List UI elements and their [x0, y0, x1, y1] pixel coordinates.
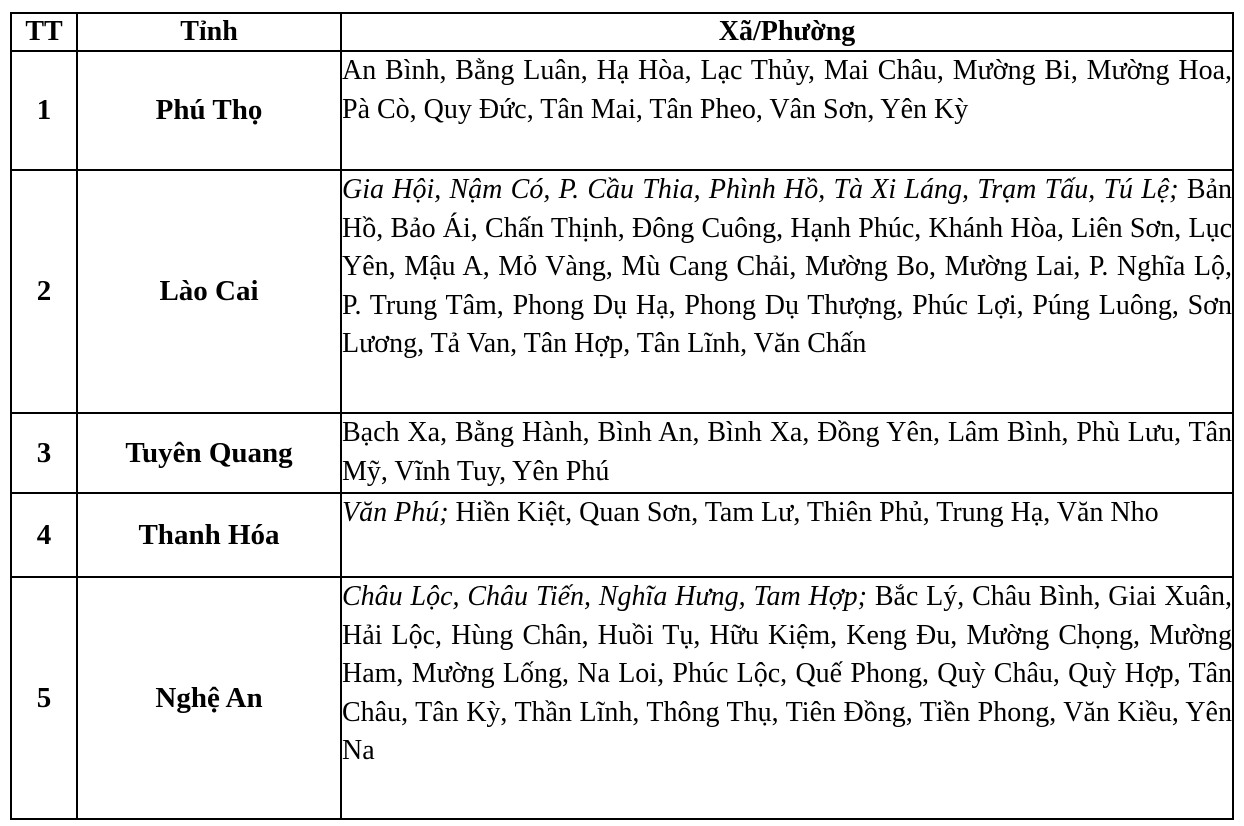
province-name: Thanh Hóa	[77, 493, 341, 577]
header-province: Tỉnh	[77, 13, 341, 51]
ward-list	[341, 493, 1233, 577]
ward-list-italic: Châu Lộc, Châu Tiến, Nghĩa Hưng, Tam Hợp;	[342, 581, 867, 612]
header-wards: Xã/Phường	[341, 13, 1233, 51]
table-header-row	[11, 13, 1233, 51]
province-ward-table	[10, 12, 1234, 820]
ward-list-normal: Bản Hồ, Bảo Ái, Chấn Thịnh, Đông Cuông, Hạnh Phúc, Khánh Hòa, Liên Sơn, Lục Yên, Mậu A, Mỏ Vàng, Mù Cang Chải, Mường Bo, Mường Lai, P. Nghĩa Lộ, P. Trung Tâm, Phong Dụ Hạ, Phong Dụ Thượng, Phúc Lợi, Púng Luông, Sơn Lương, Tả Van, Tân Hợp, Tân Lĩnh, Văn Chấn	[342, 174, 1232, 359]
province-name: Tuyên Quang	[77, 413, 341, 493]
ward-list-italic: Gia Hội, Nậm Có, P. Cầu Thia, Phình Hồ, Tà Xi Láng, Trạm Tấu, Tú Lệ;	[342, 174, 1179, 205]
table-row	[11, 493, 1233, 577]
province-name: Phú Thọ	[77, 51, 341, 170]
table-row	[11, 577, 1233, 819]
ward-list	[341, 413, 1233, 493]
ward-list-normal: Bạch Xa, Bằng Hành, Bình An, Bình Xa, Đồng Yên, Lâm Bình, Phù Lưu, Tân Mỹ, Vĩnh Tuy, Yên Phú	[342, 417, 1232, 487]
row-number: 3	[11, 413, 77, 493]
ward-list	[341, 51, 1233, 170]
ward-list-normal: Hiền Kiệt, Quan Sơn, Tam Lư, Thiên Phủ, Trung Hạ, Văn Nho	[448, 497, 1159, 528]
province-name: Nghệ An	[77, 577, 341, 819]
row-number: 2	[11, 170, 77, 413]
ward-list-normal: Bắc Lý, Châu Bình, Giai Xuân, Hải Lộc, Hùng Chân, Huồi Tụ, Hữu Kiệm, Keng Đu, Mường Chọng, Mường Ham, Mường Lống, Na Loi, Phúc Lộc, Quế Phong, Quỳ Châu, Quỳ Hợp, Tân Châu, Tân Kỳ, Thần Lĩnh, Thông Thụ, Tiên Đồng, Tiền Phong, Văn Kiều, Yên Na	[342, 581, 1232, 766]
row-number: 5	[11, 577, 77, 819]
row-number: 4	[11, 493, 77, 577]
ward-list-normal: An Bình, Bằng Luân, Hạ Hòa, Lạc Thủy, Mai Châu, Mường Bi, Mường Hoa, Pà Cò, Quy Đức, Tân Mai, Tân Pheo, Vân Sơn, Yên Kỳ	[342, 55, 1232, 125]
row-number: 1	[11, 51, 77, 170]
table-row	[11, 51, 1233, 170]
table-row	[11, 413, 1233, 493]
province-name: Lào Cai	[77, 170, 341, 413]
table-row	[11, 170, 1233, 413]
ward-list-italic: Văn Phú;	[342, 497, 449, 528]
ward-list	[341, 170, 1233, 413]
header-tt: TT	[11, 13, 77, 51]
ward-list	[341, 577, 1233, 819]
